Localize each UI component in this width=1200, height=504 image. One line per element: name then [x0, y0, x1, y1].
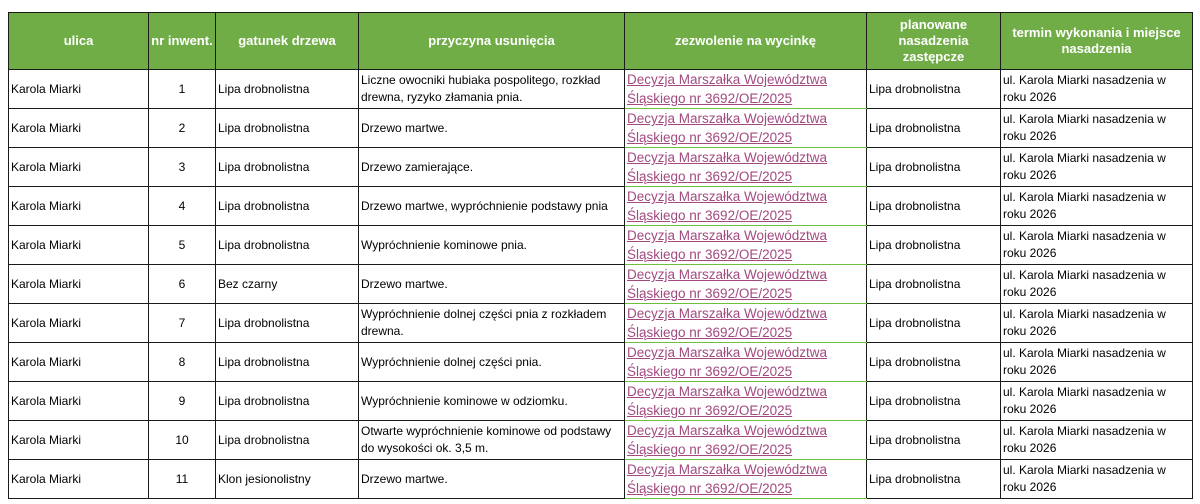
permit-link[interactable]: Decyzja Marszałka Województwa Śląskiego nr 3692/OE/2025 — [627, 462, 828, 496]
cell-termin: ul. Karola Miarki nasadzenia w roku 2026 — [1001, 343, 1193, 382]
cell-nasadzenia: Lipa drobnolistna — [867, 304, 1001, 343]
table-row — [9, 382, 1193, 421]
cell-nasadzenia: Lipa drobnolistna — [867, 226, 1001, 265]
table-row — [9, 226, 1193, 265]
table-row — [9, 148, 1193, 187]
cell-nasadzenia: Lipa drobnolistna — [867, 109, 1001, 148]
cell-nr: 3 — [149, 148, 216, 187]
cell-przyczyna: Wypróchnienie dolnej części pnia z rozkładem drewna. — [359, 304, 625, 343]
tree-removal-table — [8, 12, 1193, 499]
cell-termin: ul. Karola Miarki nasadzenia w roku 2026 — [1001, 304, 1193, 343]
header-gatunek: gatunek drzewa — [216, 13, 359, 70]
cell-przyczyna: Wypróchnienie dolnej części pnia. — [359, 343, 625, 382]
cell-ulica: Karola Miarki — [9, 343, 149, 382]
cell-nr: 9 — [149, 382, 216, 421]
cell-przyczyna: Drzewo martwe. — [359, 109, 625, 148]
table-row — [9, 304, 1193, 343]
table-row — [9, 421, 1193, 460]
table-row — [9, 187, 1193, 226]
cell-termin: ul. Karola Miarki nasadzenia w roku 2026 — [1001, 265, 1193, 304]
cell-nr: 1 — [149, 70, 216, 109]
cell-nasadzenia: Lipa drobnolistna — [867, 343, 1001, 382]
cell-gatunek: Lipa drobnolistna — [216, 148, 359, 187]
permit-link[interactable]: Decyzja Marszałka Województwa Śląskiego nr 3692/OE/2025 — [627, 267, 828, 301]
cell-nr: 6 — [149, 265, 216, 304]
permit-link[interactable]: Decyzja Marszałka Województwa Śląskiego nr 3692/OE/2025 — [627, 72, 828, 106]
cell-nasadzenia: Lipa drobnolistna — [867, 148, 1001, 187]
cell-gatunek: Bez czarny — [216, 265, 359, 304]
cell-zezwolenie — [625, 148, 867, 187]
table-row — [9, 70, 1193, 109]
cell-gatunek: Lipa drobnolistna — [216, 226, 359, 265]
cell-nasadzenia: Lipa drobnolistna — [867, 421, 1001, 460]
cell-nr: 2 — [149, 109, 216, 148]
permit-link[interactable]: Decyzja Marszałka Województwa Śląskiego nr 3692/OE/2025 — [627, 189, 828, 223]
permit-link[interactable]: Decyzja Marszałka Województwa Śląskiego nr 3692/OE/2025 — [627, 423, 828, 457]
cell-termin: ul. Karola Miarki nasadzenia w roku 2026 — [1001, 148, 1193, 187]
cell-zezwolenie — [625, 460, 867, 499]
cell-termin: ul. Karola Miarki nasadzenia w roku 2026 — [1001, 226, 1193, 265]
header-przyczyna: przyczyna usunięcia — [359, 13, 625, 70]
header-nasadzenia: planowane nasadzenia zastępcze — [867, 13, 1001, 70]
cell-nr: 11 — [149, 460, 216, 499]
cell-nr: 8 — [149, 343, 216, 382]
cell-zezwolenie — [625, 70, 867, 109]
cell-gatunek: Klon jesionolistny — [216, 460, 359, 499]
cell-termin: ul. Karola Miarki nasadzenia w roku 2026 — [1001, 187, 1193, 226]
cell-nr: 7 — [149, 304, 216, 343]
permit-link[interactable]: Decyzja Marszałka Województwa Śląskiego nr 3692/OE/2025 — [627, 228, 828, 262]
cell-ulica: Karola Miarki — [9, 109, 149, 148]
cell-przyczyna: Drzewo martwe. — [359, 265, 625, 304]
cell-ulica: Karola Miarki — [9, 304, 149, 343]
cell-przyczyna: Drzewo zamierające. — [359, 148, 625, 187]
cell-gatunek: Lipa drobnolistna — [216, 304, 359, 343]
cell-nr: 5 — [149, 226, 216, 265]
cell-ulica: Karola Miarki — [9, 421, 149, 460]
table-row — [9, 343, 1193, 382]
cell-termin: ul. Karola Miarki nasadzenia w roku 2026 — [1001, 460, 1193, 499]
cell-zezwolenie — [625, 109, 867, 148]
cell-ulica: Karola Miarki — [9, 460, 149, 499]
cell-nasadzenia: Lipa drobnolistna — [867, 70, 1001, 109]
cell-termin: ul. Karola Miarki nasadzenia w roku 2026 — [1001, 70, 1193, 109]
cell-zezwolenie — [625, 304, 867, 343]
table-row — [9, 109, 1193, 148]
permit-link[interactable]: Decyzja Marszałka Województwa Śląskiego nr 3692/OE/2025 — [627, 150, 828, 184]
cell-zezwolenie — [625, 421, 867, 460]
cell-termin: ul. Karola Miarki nasadzenia w roku 2026 — [1001, 421, 1193, 460]
cell-nasadzenia: Lipa drobnolistna — [867, 187, 1001, 226]
cell-zezwolenie — [625, 382, 867, 421]
header-row — [9, 13, 1193, 70]
cell-nasadzenia: Lipa drobnolistna — [867, 460, 1001, 499]
cell-przyczyna: Liczne owocniki hubiaka pospolitego, rozkład drewna, ryzyko złamania pnia. — [359, 70, 625, 109]
header-ulica: ulica — [9, 13, 149, 70]
cell-termin: ul. Karola Miarki nasadzenia w roku 2026 — [1001, 382, 1193, 421]
cell-termin: ul. Karola Miarki nasadzenia w roku 2026 — [1001, 109, 1193, 148]
permit-link[interactable]: Decyzja Marszałka Województwa Śląskiego nr 3692/OE/2025 — [627, 111, 828, 145]
header-nr-inwent: nr inwent. — [149, 13, 216, 70]
cell-nasadzenia: Lipa drobnolistna — [867, 265, 1001, 304]
cell-zezwolenie — [625, 343, 867, 382]
cell-przyczyna: Otwarte wypróchnienie kominowe od podstawy do wysokości ok. 3,5 m. — [359, 421, 625, 460]
cell-przyczyna: Drzewo martwe, wypróchnienie podstawy pnia — [359, 187, 625, 226]
header-termin: termin wykonania i miejsce nasadzenia — [1001, 13, 1193, 70]
cell-zezwolenie — [625, 226, 867, 265]
cell-gatunek: Lipa drobnolistna — [216, 421, 359, 460]
cell-gatunek: Lipa drobnolistna — [216, 70, 359, 109]
cell-gatunek: Lipa drobnolistna — [216, 343, 359, 382]
permit-link[interactable]: Decyzja Marszałka Województwa Śląskiego nr 3692/OE/2025 — [627, 306, 828, 340]
cell-nr: 4 — [149, 187, 216, 226]
table-row — [9, 265, 1193, 304]
cell-przyczyna: Wypróchnienie kominowe w odziomku. — [359, 382, 625, 421]
header-zezwolenie: zezwolenie na wycinkę — [625, 13, 867, 70]
cell-ulica: Karola Miarki — [9, 187, 149, 226]
permit-link[interactable]: Decyzja Marszałka Województwa Śląskiego nr 3692/OE/2025 — [627, 384, 828, 418]
cell-gatunek: Lipa drobnolistna — [216, 109, 359, 148]
table-row — [9, 460, 1193, 499]
cell-gatunek: Lipa drobnolistna — [216, 187, 359, 226]
cell-przyczyna: Drzewo martwe. — [359, 460, 625, 499]
cell-przyczyna: Wypróchnienie kominowe pnia. — [359, 226, 625, 265]
cell-ulica: Karola Miarki — [9, 148, 149, 187]
cell-ulica: Karola Miarki — [9, 382, 149, 421]
cell-ulica: Karola Miarki — [9, 226, 149, 265]
cell-nasadzenia: Lipa drobnolistna — [867, 382, 1001, 421]
cell-zezwolenie — [625, 187, 867, 226]
cell-nr: 10 — [149, 421, 216, 460]
cell-gatunek: Lipa drobnolistna — [216, 382, 359, 421]
cell-ulica: Karola Miarki — [9, 265, 149, 304]
permit-link[interactable]: Decyzja Marszałka Województwa Śląskiego nr 3692/OE/2025 — [627, 345, 828, 379]
cell-zezwolenie — [625, 265, 867, 304]
cell-ulica: Karola Miarki — [9, 70, 149, 109]
